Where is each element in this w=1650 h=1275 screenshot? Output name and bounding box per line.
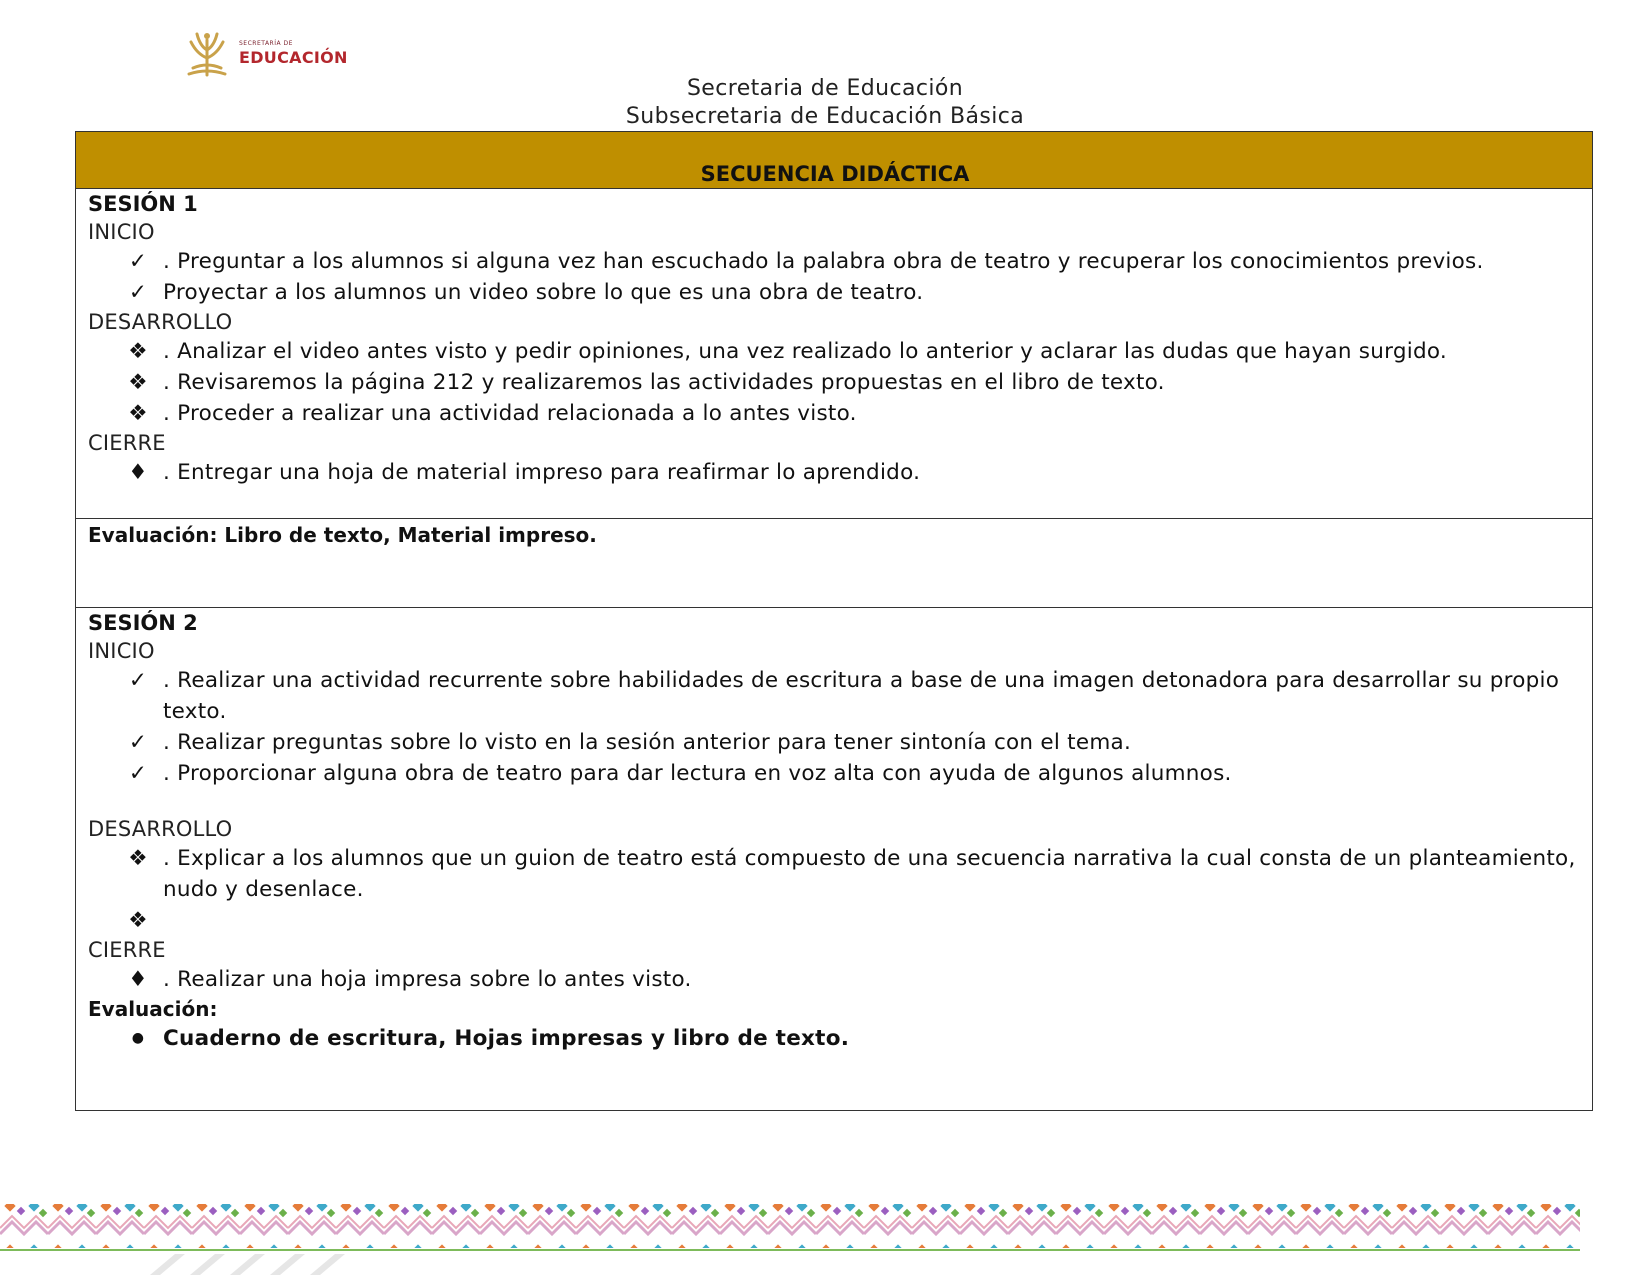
diamond-bullet-icon: ❖ bbox=[128, 908, 148, 933]
check-icon: ✓ bbox=[128, 249, 148, 274]
diamond-bullet-icon: ❖ bbox=[128, 846, 148, 871]
diamond-icon: ♦ bbox=[128, 460, 148, 485]
session-2-title: SESIÓN 2 bbox=[88, 611, 198, 635]
list-item: ● Cuaderno de escritura, Hojas impresas y libro de texto. bbox=[88, 1023, 1582, 1054]
secretaria-logo bbox=[183, 28, 348, 78]
table-header bbox=[76, 132, 1593, 189]
logo-small-text: SECRETARÍA DE bbox=[239, 39, 293, 47]
check-icon: ✓ bbox=[128, 280, 148, 305]
diamond-bullet-icon: ❖ bbox=[128, 339, 148, 364]
session-1-cell bbox=[76, 189, 1593, 519]
list-item: ♦ . Realizar una hoja impresa sobre lo antes visto. bbox=[88, 964, 1582, 995]
session-1-desarrollo-list bbox=[88, 336, 1582, 429]
list-item: ✓ . Preguntar a los alumnos si alguna vez han escuchado la palabra obra de teatro y recuperar los conocimientos previos. bbox=[88, 246, 1582, 277]
bullet-icon: ● bbox=[131, 1030, 145, 1046]
session-2-inicio-list bbox=[88, 665, 1582, 789]
list-item: ❖ . Proceder a realizar una actividad relacionada a lo antes visto. bbox=[88, 398, 1582, 429]
list-item: ✓ . Realizar una actividad recurrente sobre habilidades de escritura a base de una imagen detonadora para desarrollar su propio texto. bbox=[88, 665, 1582, 727]
session-1-desarrollo-label: DESARROLLO bbox=[88, 310, 233, 334]
evaluation-1-text: Evaluación: Libro de texto, Material impreso. bbox=[88, 523, 597, 547]
evaluation-2-label: Evaluación: bbox=[88, 997, 218, 1021]
session-2-inicio-label: INICIO bbox=[88, 639, 155, 663]
session-2-desarrollo-list bbox=[88, 843, 1582, 936]
session-2-desarrollo-label: DESARROLLO bbox=[88, 817, 233, 841]
logo-big-text: EDUCACIÓN bbox=[239, 47, 348, 67]
session-2-cell bbox=[76, 608, 1593, 1111]
session-2-cierre-label: CIERRE bbox=[88, 938, 166, 962]
session-1-inicio-list bbox=[88, 246, 1582, 308]
session-1-inicio-label: INICIO bbox=[88, 220, 155, 244]
list-item: ❖ . Revisaremos la página 212 y realizaremos las actividades propuestas en el libro de texto. bbox=[88, 367, 1582, 398]
check-icon: ✓ bbox=[128, 668, 148, 693]
list-item: ❖ . Analizar el video antes visto y pedir opiniones, una vez realizado lo anterior y aclarar las dudas que hayan surgido. bbox=[88, 336, 1582, 367]
diamond-icon: ♦ bbox=[128, 967, 148, 992]
list-item bbox=[88, 905, 1582, 936]
tree-emblem-icon bbox=[183, 28, 231, 78]
table-title: SECUENCIA DIDÁCTICA bbox=[700, 162, 970, 186]
evaluation-1-cell bbox=[76, 519, 1593, 608]
heading-subsecretaria: Subsecretaria de Educación Básica bbox=[625, 104, 1025, 129]
session-1-title: SESIÓN 1 bbox=[88, 192, 198, 216]
diamond-bullet-icon: ❖ bbox=[128, 401, 148, 426]
list-item: ❖ . Explicar a los alumnos que un guion de teatro está compuesto de una secuencia narrativa la cual consta de un planteamiento, nudo y desenlace. bbox=[88, 843, 1582, 905]
sequence-table bbox=[75, 131, 1593, 1111]
list-item: ✓ . Proporcionar alguna obra de teatro para dar lectura en voz alta con ayuda de algunos alumnos. bbox=[88, 758, 1582, 789]
diamond-bullet-icon: ❖ bbox=[128, 370, 148, 395]
check-icon: ✓ bbox=[128, 730, 148, 755]
list-item: ♦ . Entregar una hoja de material impreso para reafirmar lo aprendido. bbox=[88, 457, 1582, 488]
check-icon: ✓ bbox=[128, 761, 148, 786]
evaluation-2-list bbox=[88, 1023, 1582, 1054]
decorative-embroidery-band bbox=[0, 1198, 1650, 1275]
list-item: ✓ . Realizar preguntas sobre lo visto en la sesión anterior para tener sintonía con el tema. bbox=[88, 727, 1582, 758]
session-1-cierre-label: CIERRE bbox=[88, 431, 166, 455]
heading-secretaria: Secretaria de Educación bbox=[686, 76, 964, 101]
session-1-cierre-list bbox=[88, 457, 1582, 488]
list-item: ✓ Proyectar a los alumnos un video sobre lo que es una obra de teatro. bbox=[88, 277, 1582, 308]
session-2-cierre-list bbox=[88, 964, 1582, 995]
